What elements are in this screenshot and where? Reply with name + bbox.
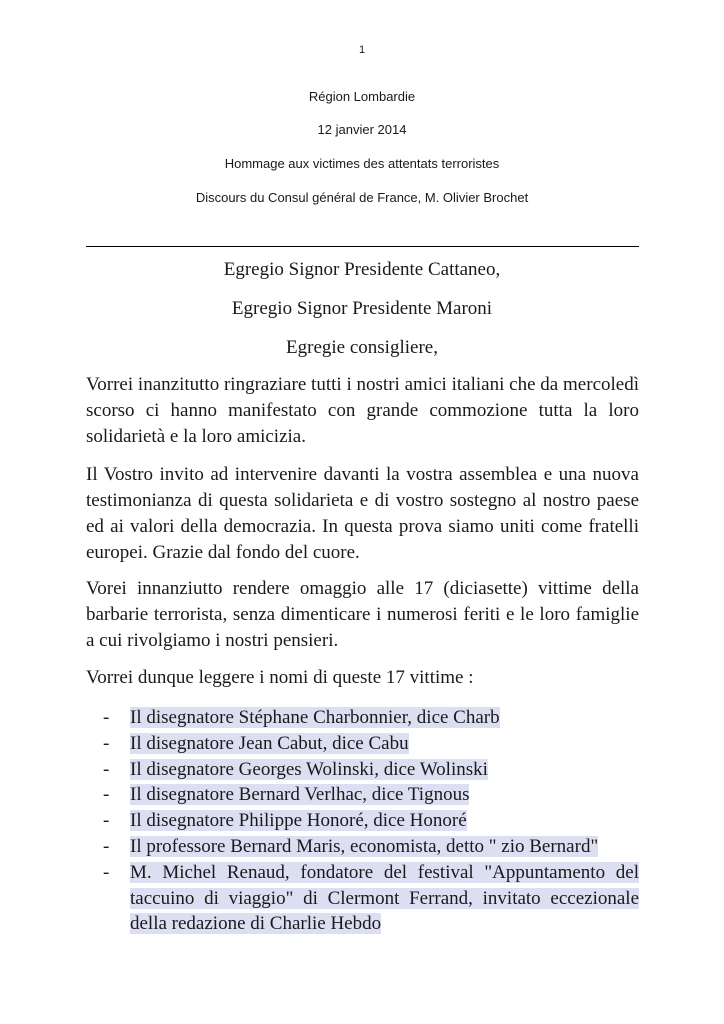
paragraph-list-intro: Vorrei dunque leggere i nomi di queste 17 vittime : bbox=[86, 667, 474, 688]
list-dash: - bbox=[103, 784, 110, 806]
list-dash: - bbox=[103, 707, 110, 728]
list-dash: - bbox=[103, 810, 110, 832]
list-item bbox=[86, 757, 639, 783]
header-subject: Hommage aux victimes des attentats terroristes bbox=[224, 156, 500, 171]
paragraph-invitation: Il Vostro invito ad intervenire davanti la vostra assemblea e una nuova testimonianza di questa solidarieta e di vostro sostegno al nostro paese ed ai valori della democrazia. In questa prova siamo uniti come fratelli europei. Grazie dal fondo del cuore. bbox=[86, 464, 639, 563]
list-dash: - bbox=[103, 835, 110, 857]
list-item bbox=[86, 705, 639, 731]
list-item bbox=[86, 782, 639, 808]
header-divider bbox=[86, 246, 639, 247]
paragraph-thanks: Vorrei inanzitutto ringraziare tutti i nostri amici italiani che da mercoledì scorso ci hanno manifestato con grande commozione tutta la loro solidarietà e la loro amicizia. bbox=[86, 374, 639, 447]
list-item bbox=[86, 731, 639, 757]
victims-list bbox=[86, 705, 639, 937]
victim-name: Il disegnatore Jean Cabut, dice Cabu bbox=[130, 732, 409, 754]
victim-name: Il disegnatore Bernard Verlhac, dice Tignous bbox=[130, 784, 470, 806]
paragraph-homage: Vorei innanziutto rendere omaggio alle 17 (diciasette) vittime della barbarie terrorista, senza dimenticare i numerosi feriti e le loro famiglie a cui rivolgiamo i nostri pensieri. bbox=[86, 578, 639, 651]
victim-name: Il disegnatore Philippe Honoré, dice Honoré bbox=[130, 810, 467, 832]
victim-name: Il disegnatore Stéphane Charbonnier, dice Charb bbox=[130, 707, 500, 728]
salutation-consigliere: Egregie consigliere, bbox=[286, 337, 438, 358]
victim-name: Il disegnatore Georges Wolinski, dice Wolinski bbox=[130, 758, 488, 780]
list-dash: - bbox=[103, 732, 110, 754]
list-item bbox=[86, 834, 639, 860]
list-dash: - bbox=[103, 758, 110, 780]
salutation-maroni: Egregio Signor Presidente Maroni bbox=[231, 298, 493, 319]
header-region: Région Lombardie bbox=[308, 89, 416, 104]
victim-name: M. Michel Renaud, fondatore del festival "Appuntamento del taccuino di viaggio" di Clermont Ferrand, invitato eccezionale della redazione di Charlie Hebdo bbox=[130, 861, 639, 935]
header-date: 12 janvier 2014 bbox=[317, 122, 407, 137]
list-item bbox=[86, 808, 639, 834]
list-item bbox=[86, 860, 639, 937]
salutation-cattaneo: Egregio Signor Presidente Cattaneo, bbox=[223, 259, 501, 280]
page-number: 1 bbox=[358, 44, 366, 56]
victim-name: Il professore Bernard Maris, economista, detto " zio Bernard" bbox=[130, 835, 599, 857]
list-dash: - bbox=[103, 861, 110, 883]
header-speaker: Discours du Consul général de France, M. Olivier Brochet bbox=[195, 190, 529, 205]
